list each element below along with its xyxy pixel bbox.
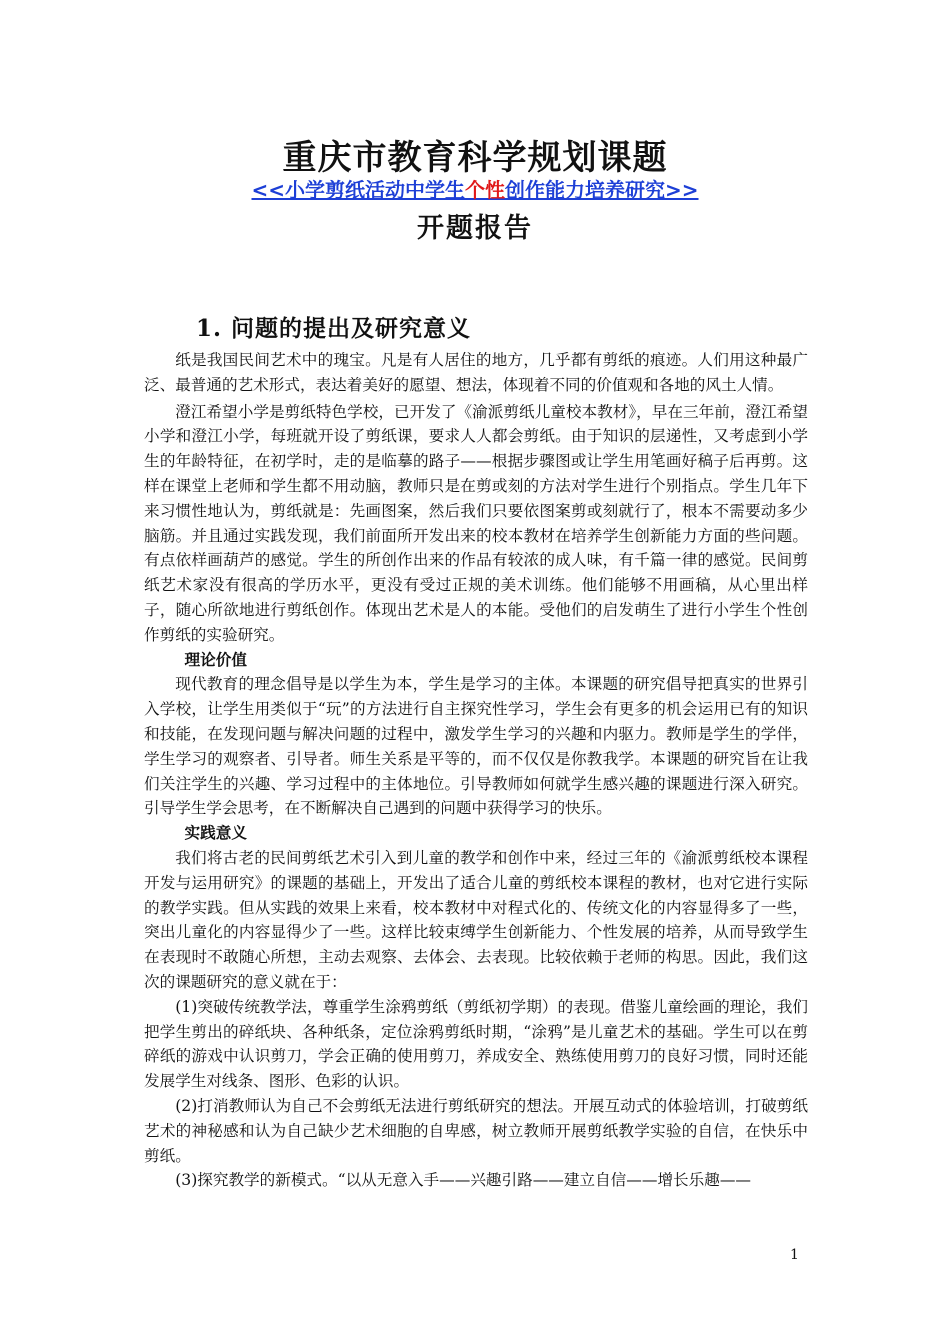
subtitle-part2: 创作能力培养研究>> — [505, 178, 699, 202]
subheading-practice-significance: 实践意义 — [184, 824, 247, 843]
page-number: 1 — [790, 1247, 799, 1263]
report-title: 开题报告 — [417, 213, 533, 244]
paragraph-theory-value: 现代教育的理念倡导是以学生为本，学生是学习的主体。本课题的研究倡导把真实的世界引入学校，让学生用类似于“玩”的方法进行自主探究性学习，学生会有更多的机会运用已有的知识和技能，在发现问题与解决问题的过程中，激发学生学习的兴趣和内驱力。教师是学生的学伴，学生学习的观察者、引导者。师生关系是平等的，而不仅仅是你教我学。本课题的研究旨在让我们关注学生的兴趣、学习过程中的主体地位。引导教师如何就学生感兴趣的课题进行深入研究。引导学生学会思考，在不断解决自己遇到的问题中获得学习的快乐。 — [144, 675, 808, 818]
subtitle-highlight: 个性 — [465, 178, 505, 202]
body-text — [144, 348, 808, 1193]
project-subtitle — [0, 174, 950, 203]
subtitle-part1: <<小学剪纸活动中学生 — [251, 178, 465, 202]
subheading-theory-value: 理论价值 — [184, 650, 247, 669]
paragraph-point-3: (3)探究教学的新模式。“以从无意入手——兴趣引路——建立自信——增长乐趣—— — [175, 1171, 752, 1190]
document-title: 重庆市教育科学规划课题 — [282, 138, 668, 178]
paragraph-point-1: (1)突破传统教学法，尊重学生涂鸦剪纸（剪纸初学期）的表现。借鉴儿童绘画的理论，我们把学生剪出的碎纸块、各种纸条，定位涂鸦剪纸时期，“涂鸦”是儿童艺术的基础。学生可以在剪碎纸的游戏中认识剪刀，学会正确的使用剪刀，养成安全、熟练使用剪刀的良好习惯，同时还能发展学生对线条、图形、色彩的认识。 — [144, 997, 808, 1091]
section-heading: 1. 问题的提出及研究意义 — [196, 315, 472, 342]
paragraph-school-background: 澄江希望小学是剪纸特色学校，已开发了《渝派剪纸儿童校本教材》，早在三年前，澄江希望小学和澄江小学，每班就开设了剪纸课，要求人人都会剪纸。由于知识的层递性，又考虑到小学生的年龄特征，在初学时，走的是临摹的路子——根据步骤图或让学生用笔画好稿子后再剪。这样在课堂上老师和学生都不用动脑，教师只是在剪或刻的方法对学生进行个别指点。学生几年下来习惯性地认为，剪纸就是：先画图案，然后我们只要依图案剪或刻就行了，根本不需要动多少脑筋。并且通过实践发现，我们前面所开发出来的校本教材在培养学生创新能力方面的些问题。有点依样画葫芦的感觉。学生的所创作出来的作品有较浓的成人味，有千篇一律的感觉。民间剪纸艺术家没有很高的学历水平，更没有受过正规的美术训练。他们能够不用画稿，从心里出样子，随心所欲地进行剪纸创作。体现出艺术是人的本能。受他们的启发萌生了进行小学生个性创作剪纸的实验研究。 — [144, 402, 808, 644]
paragraph-intro: 纸是我国民间艺术中的瑰宝。凡是有人居住的地方，几乎都有剪纸的痕迹。人们用这种最广泛、最普通的艺术形式，表达着美好的愿望、想法，体现着不同的价值观和各地的风土人情。 — [144, 351, 808, 394]
paragraph-point-2: (2)打消教师认为自己不会剪纸无法进行剪纸研究的想法。开展互动式的体验培训，打破剪纸艺术的神秘感和认为自己缺少艺术细胞的自卑感，树立教师开展剪纸教学实验的自信，在快乐中剪纸。 — [144, 1096, 808, 1165]
paragraph-practice-significance: 我们将古老的民间剪纸艺术引入到儿童的教学和创作中来，经过三年的《渝派剪纸校本课程开发与运用研究》的课题的基础上，开发出了适合儿童的剪纸校本课程的教材，也对它进行实际的教学实践。但从实践的效果上来看，校本教材中对程式化的、传统文化的内容显得多了一些，突出儿童化的内容显得少了一些。这样比较束缚学生创新能力、个性发展的培养，从而导致学生在表现时不敢随心所想，主动去观察、去体会、去表现。比较依赖于老师的构思。因此，我们这次的课题研究的意义就在于： — [144, 848, 808, 991]
